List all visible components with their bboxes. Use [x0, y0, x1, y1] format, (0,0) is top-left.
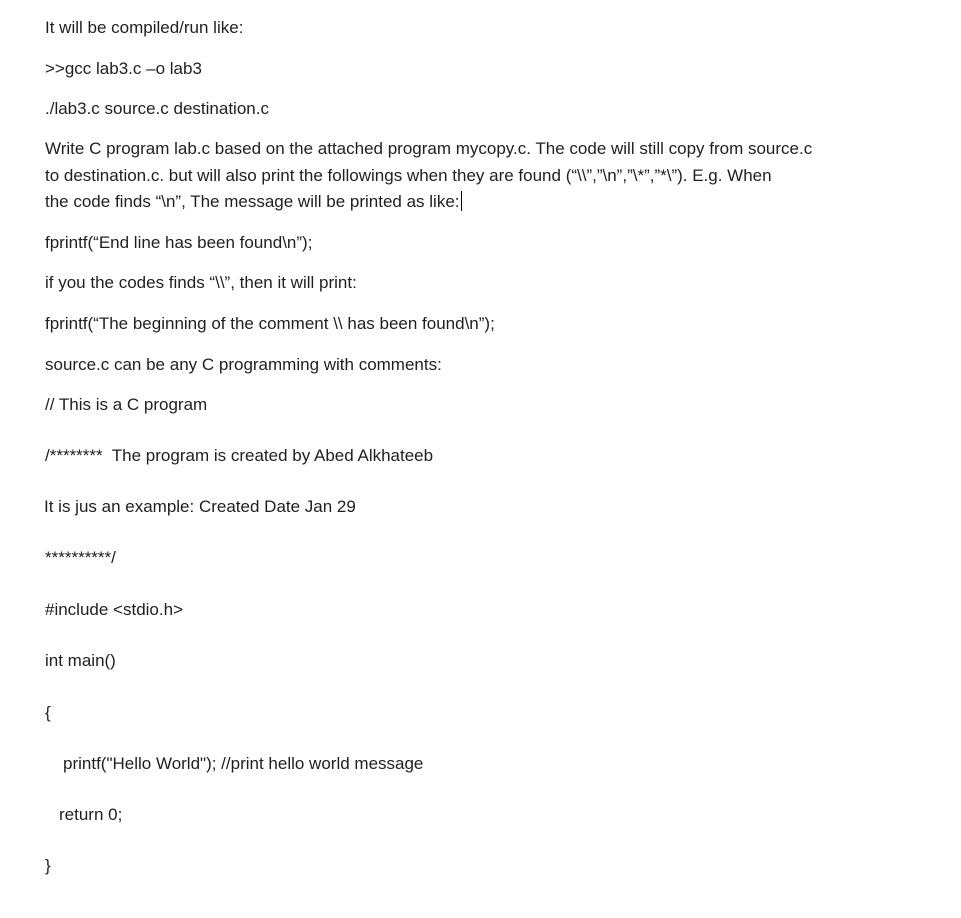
run-command-text: ./lab3.c source.c destination.c — [45, 99, 269, 118]
if-comment-text: if you the codes finds “\\”, then it will print: — [45, 273, 357, 292]
code-printf-line: printf("Hello World"); //print hello world message — [63, 754, 424, 773]
task-paragraph-line-1: Write C program lab.c based on the attached program mycopy.c. The code will still copy from source.c — [45, 139, 813, 158]
fprintf-comment-text: fprintf(“The beginning of the comment \\ has been found\n”); — [45, 314, 495, 333]
fprintf-endline-text: fprintf(“End line has been found\n”); — [45, 233, 313, 252]
task-paragraph-line-2: to destination.c. but will also print the followings when they are found (“\\”,”\n”,”\*”,”*\”). E.g. When — [45, 165, 772, 185]
task-paragraph-line-3-text: the code finds “\n”, The message will be printed as like: — [45, 192, 460, 211]
code-block-comment-middle: It is jus an example: Created Date Jan 29 — [44, 497, 356, 516]
code-open-brace: { — [45, 703, 51, 722]
text-cursor — [461, 191, 462, 211]
compile-intro-text: It will be compiled/run like: — [45, 18, 244, 37]
code-return-line: return 0; — [59, 805, 123, 824]
source-intro-text: source.c can be any C programming with comments: — [45, 355, 442, 374]
task-paragraph — [45, 136, 885, 216]
code-block-comment-start: /******** The program is created by Abed Alkhateeb — [45, 446, 434, 465]
task-paragraph-line-3 — [45, 189, 885, 216]
code-block-comment-end: **********/ — [45, 548, 116, 567]
code-close-brace: } — [45, 856, 51, 875]
code-main-signature: int main() — [45, 651, 116, 670]
code-include-line: #include <stdio.h> — [45, 600, 183, 619]
compile-command-text: >>gcc lab3.c –o lab3 — [45, 59, 202, 78]
code-line-comment: // This is a C program — [45, 395, 208, 414]
